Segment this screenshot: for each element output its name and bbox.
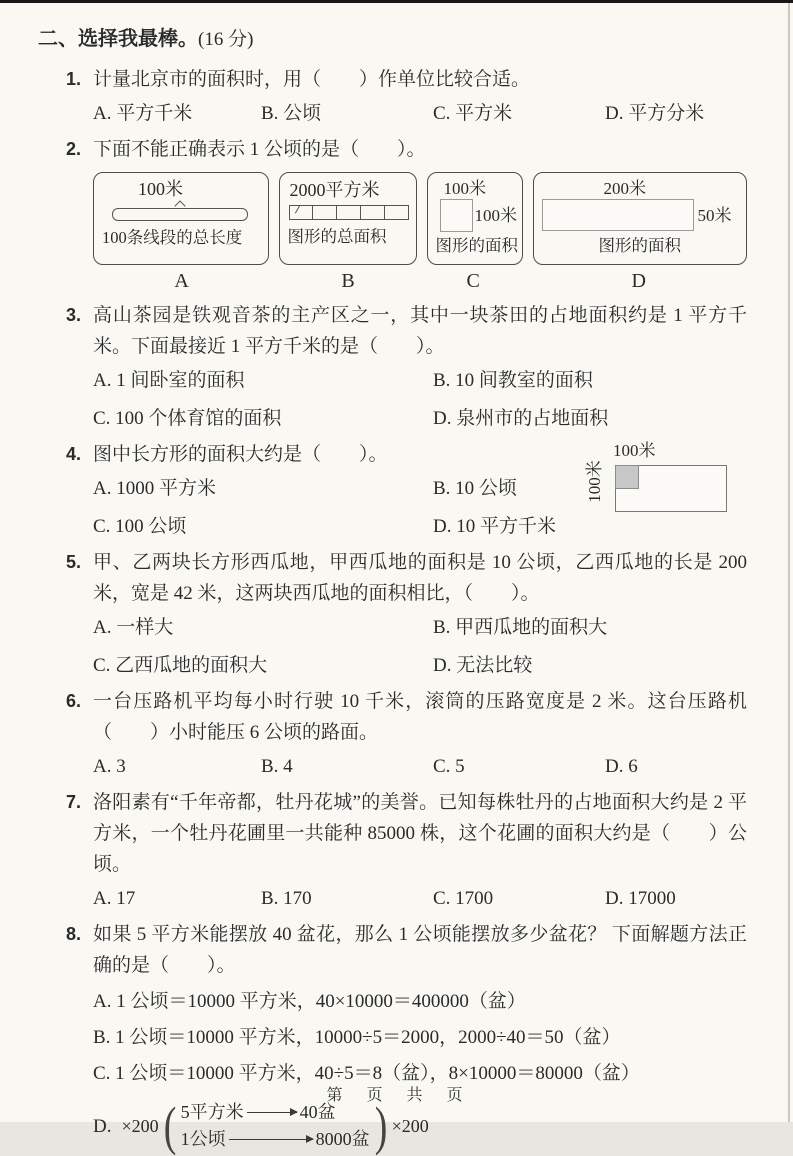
length-label: 100米	[138, 179, 183, 199]
rectangle-shape	[615, 465, 727, 512]
q2-figure-row	[93, 172, 747, 265]
option-b: B. 170	[261, 888, 312, 909]
options-grid	[93, 365, 747, 434]
q4-rectangle-figure	[585, 443, 733, 525]
option-c: C. 5	[433, 756, 465, 777]
question-number: 1.	[66, 69, 82, 89]
option-c: C. 100 公顷	[93, 516, 187, 537]
width-label: 200米	[603, 179, 647, 198]
segment-bar-shape	[112, 208, 248, 221]
option-b: B. 4	[261, 756, 293, 777]
option-c: C. 1700	[433, 888, 494, 909]
question-number: 4.	[66, 444, 82, 464]
options-row	[93, 751, 747, 782]
options-grid	[93, 612, 747, 681]
option-c: C. 乙西瓜地的面积大	[93, 655, 268, 676]
option-b: B. 10 间教室的面积	[433, 370, 593, 391]
figure-box-c	[427, 172, 523, 265]
figure-caption: 图形的面积	[435, 236, 519, 255]
question-1	[66, 64, 755, 129]
height-label: 100米	[474, 206, 518, 225]
question-stem: 下面不能正确表示 1 公顷的是（ ）。	[93, 139, 426, 160]
question-2	[66, 134, 755, 295]
width-label: 100米	[443, 179, 487, 198]
close-paren: )	[374, 1096, 387, 1156]
right-multiplier: ×200	[391, 1115, 429, 1136]
question-stem: 计量北京市的面积时，用（ ）作单位比较合适。	[93, 69, 531, 90]
map-row2-right: 8000盆	[315, 1129, 370, 1149]
option-d: D. 泉州市的占地面积	[433, 408, 609, 429]
option-b: B. 公顷	[261, 103, 322, 124]
question-4	[66, 439, 755, 542]
figure-letter-c: C	[466, 270, 480, 292]
left-multiplier: ×200	[121, 1115, 159, 1136]
scan-right-edge	[788, 3, 790, 1122]
figure-box-d	[533, 172, 747, 265]
question-7	[66, 787, 755, 914]
section-score: (16 分)	[198, 29, 254, 50]
figure-caption: 图形的总面积	[287, 227, 387, 246]
rectangle-shape	[542, 199, 694, 231]
square-shape	[440, 199, 473, 232]
question-8	[66, 919, 755, 1155]
question-stem: 如果 5 平方米能摆放 40 盆花，那么 1 公顷能摆放多少盆花？ 下面解题方法正确的是（ ）。	[93, 924, 747, 976]
question-number: 7.	[66, 792, 82, 812]
option-d: D. 10 平方千米	[433, 516, 556, 537]
gray-unit-square	[615, 465, 639, 489]
page-footer: 第 页 共 页	[326, 1087, 467, 1104]
map-row1-right: 40盆	[299, 1102, 336, 1122]
q2-figure-letters	[93, 267, 747, 295]
option-d: D. 17000	[605, 888, 676, 909]
question-number: 2.	[66, 139, 82, 159]
figure-box-a	[93, 172, 269, 265]
question-number: 6.	[66, 691, 82, 711]
option-b: B. 甲西瓜地的面积大	[433, 617, 608, 638]
option-d: D. 平方分米	[605, 103, 705, 124]
option-c: C. 平方米	[433, 103, 513, 124]
option-a: A. 3	[93, 756, 126, 777]
options-row	[93, 98, 747, 129]
segmented-bar-shape	[289, 205, 409, 220]
figure-letter-a: A	[174, 270, 189, 292]
options-row	[93, 883, 747, 914]
question-stem: 甲、乙两块长方形西瓜地，甲西瓜地的面积是 10 公顷，乙西瓜地的长是 200 米，宽是 42 米，这两块西瓜地的面积相比，（ ）。	[93, 552, 747, 604]
section-title	[38, 24, 755, 55]
option-d: D. 6	[605, 756, 638, 777]
option-b: B. 1 公顷＝10000 平方米，10000÷5＝2000，2000÷40＝50（盆）	[93, 1027, 621, 1048]
option-b: B. 10 公顷	[433, 478, 517, 499]
section-title-text: 二、选择我最棒。	[38, 28, 198, 50]
figure-caption: 100条线段的总长度	[102, 228, 243, 247]
question-number: 8.	[66, 924, 82, 944]
figure-box-b	[279, 172, 417, 265]
question-number: 3.	[66, 305, 82, 325]
figure-letter-b: B	[341, 270, 355, 292]
question-stem: 一台压路机平均每小时行驶 10 千米，滚筒的压路宽度是 2 米。这台压路机（ ）小时能压 6 公顷的路面。	[93, 691, 747, 743]
figure-letter-d: D	[631, 270, 646, 292]
scan-top-edge	[0, 0, 793, 3]
area-label: 2000平方米	[289, 180, 380, 200]
option-d-label: D.	[93, 1115, 112, 1137]
question-stem: 高山茶园是铁观音茶的主产区之一，其中一块茶田的占地面积约是 1 平方千米。下面最接近 1 平方千米的是（ ）。	[93, 305, 747, 357]
option-a: A. 1 公顷＝10000 平方米，40×10000＝400000（盆）	[93, 991, 526, 1012]
question-number: 5.	[66, 552, 82, 572]
question-5	[66, 547, 755, 681]
option-a: A. 1000 平方米	[93, 478, 216, 499]
top-dimension-label: 100米	[613, 441, 656, 460]
map-row2-left: 1公顷	[180, 1129, 226, 1149]
right-arrow-icon	[247, 1112, 297, 1114]
open-paren: (	[163, 1096, 176, 1156]
option-a: A. 一样大	[93, 617, 174, 638]
option-c: C. 100 个体育馆的面积	[93, 408, 282, 429]
figure-caption: 图形的面积	[598, 236, 682, 255]
height-label: 50米	[697, 205, 732, 225]
map-row1-left: 5平方米	[180, 1102, 244, 1122]
option-d: D. 无法比较	[433, 655, 533, 676]
question-stem: 图中长方形的面积大约是（ ）。	[93, 444, 388, 465]
right-arrow-icon	[229, 1139, 313, 1141]
question-6	[66, 686, 755, 782]
option-a: A. 17	[93, 888, 136, 909]
option-a: A. 平方千米	[93, 103, 193, 124]
option-c: C. 1 公顷＝10000 平方米，40÷5＝8（盆），8×10000＝80000（盆）	[93, 1063, 640, 1084]
question-stem: 洛阳素有“千年帝都，牡丹花城”的美誉。已知每株牡丹的占地面积大约是 2 平方米，一个牡丹花圃里一共能种 85000 株，这个花圃的面积大约是（ ）公顷。	[93, 792, 747, 875]
option-a: A. 1 间卧室的面积	[93, 370, 245, 391]
left-dimension-label: 100米	[584, 460, 604, 503]
question-3	[66, 300, 755, 434]
